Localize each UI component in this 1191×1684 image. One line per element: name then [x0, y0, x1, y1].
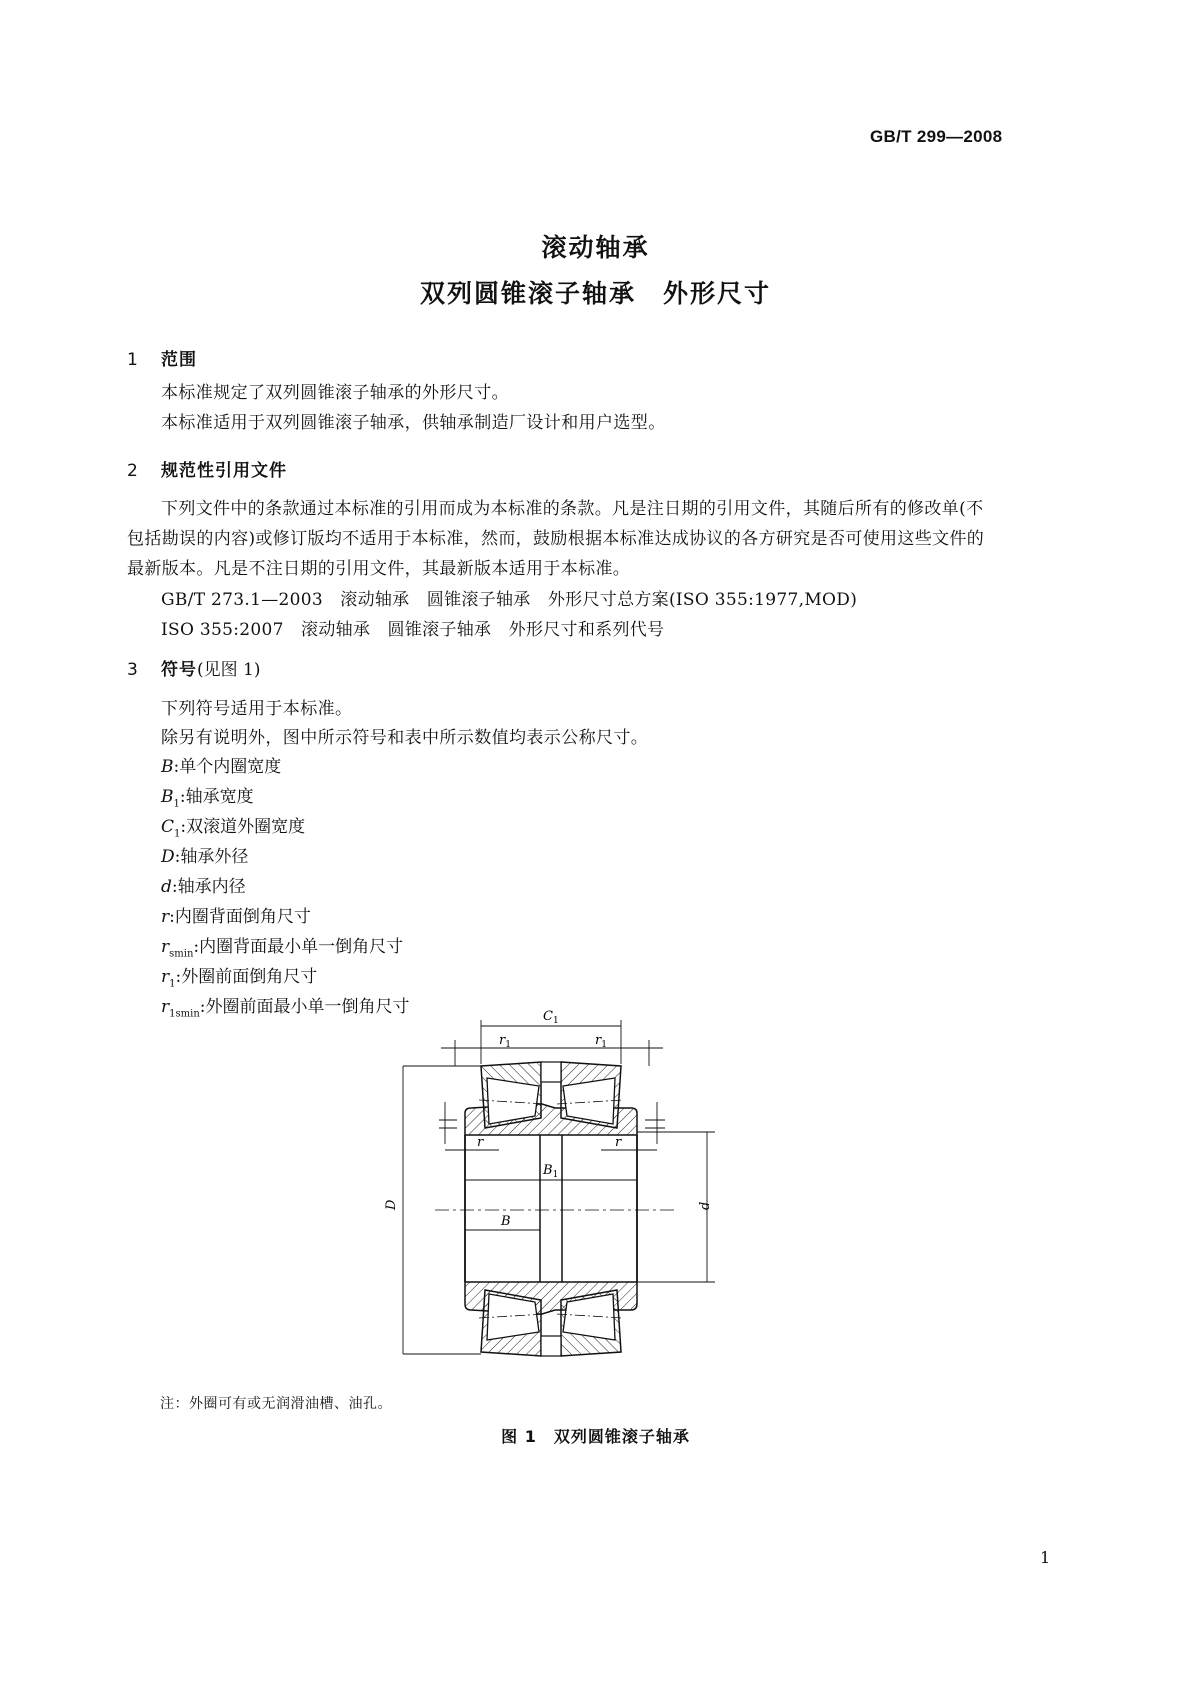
label-c1: $C_1$ — [543, 1009, 559, 1026]
symbol-item: D:轴承外径 — [161, 847, 249, 867]
figure-note: 注：外圈可有或无润滑油槽、油孔。 — [160, 1396, 392, 1412]
normative-paragraph: 下列文件中的条款通过本标准的引用而成为本标准的条款。凡是注日期的引用文件，其随后所有的修改单(不包括勘误的内容)或修订版均不适用于本标准，然而，鼓励根据本标准达成协议的各方研究是否可使用这些文件的最新版本。凡是不注日期的引用文件，其最新版本适用于本标准。 — [127, 499, 985, 579]
label-r1: $r_1$ — [595, 1033, 607, 1050]
inner-bore — [435, 1135, 675, 1282]
page-number: 1 — [1040, 1548, 1051, 1567]
section-3-heading — [127, 655, 260, 680]
symbol-item: r:内圈背面倒角尺寸 — [161, 907, 311, 927]
section-2-heading — [127, 456, 287, 481]
label-outer-diameter: D — [384, 1199, 399, 1210]
symbol-list — [161, 752, 410, 1022]
document-title-line1: 滚动轴承 — [541, 233, 650, 262]
section-1-heading — [127, 345, 197, 370]
bearing-drawing — [384, 1009, 795, 1380]
label-b1: $B_1$ — [543, 1163, 559, 1180]
symbol-item: $C_1$:双滚道外圈宽度 — [161, 817, 306, 840]
standard-number: GB/T 299—2008 — [870, 127, 1003, 146]
symbols-intro-2: 除另有说明外，图中所示符号和表中所示数值均表示公称尺寸。 — [161, 728, 649, 748]
document-title-line2: 双列圆锥滚子轴承 外形尺寸 — [419, 279, 771, 308]
section-number: 1 — [127, 350, 138, 370]
section-number: 2 — [127, 461, 138, 481]
section-title-suffix: (见图 1) — [197, 660, 261, 680]
symbol-item: B:单个内圈宽度 — [161, 757, 282, 777]
symbol-item: d:轴承内径 — [161, 877, 246, 897]
section-title: 范围 — [161, 350, 197, 370]
label-r: r — [615, 1135, 622, 1150]
label-r: r — [477, 1135, 484, 1150]
symbol-item: $r_{smin}$:内圈背面最小单一倒角尺寸 — [161, 937, 404, 960]
symbols-intro-1: 下列符号适用于本标准。 — [161, 699, 353, 719]
section-title: 符号 — [161, 660, 197, 680]
reference-item: ISO 355:2007 滚动轴承 圆锥滚子轴承 外形尺寸和系列代号 — [161, 620, 665, 640]
label-r1: $r_1$ — [499, 1033, 511, 1050]
scope-paragraph-1: 本标准规定了双列圆锥滚子轴承的外形尺寸。 — [161, 383, 509, 403]
label-b: B — [501, 1214, 511, 1229]
scope-paragraph-2: 本标准适用于双列圆锥滚子轴承，供轴承制造厂设计和用户选型。 — [161, 413, 666, 433]
section-number: 3 — [127, 660, 138, 680]
figure-caption: 图 1 双列圆锥滚子轴承 — [501, 1427, 690, 1446]
symbol-item: $r_{1smin}$:外圈前面最小单一倒角尺寸 — [161, 997, 410, 1020]
label-inner-diameter: d — [698, 1201, 713, 1210]
section-title: 规范性引用文件 — [161, 461, 287, 481]
symbol-item: $B_1$:轴承宽度 — [161, 787, 254, 810]
symbol-item: $r_1$:外圈前面倒角尺寸 — [161, 967, 318, 990]
reference-item: GB/T 273.1—2003 滚动轴承 圆锥滚子轴承 外形尺寸总方案(ISO 355:1977,MOD) — [161, 590, 858, 610]
